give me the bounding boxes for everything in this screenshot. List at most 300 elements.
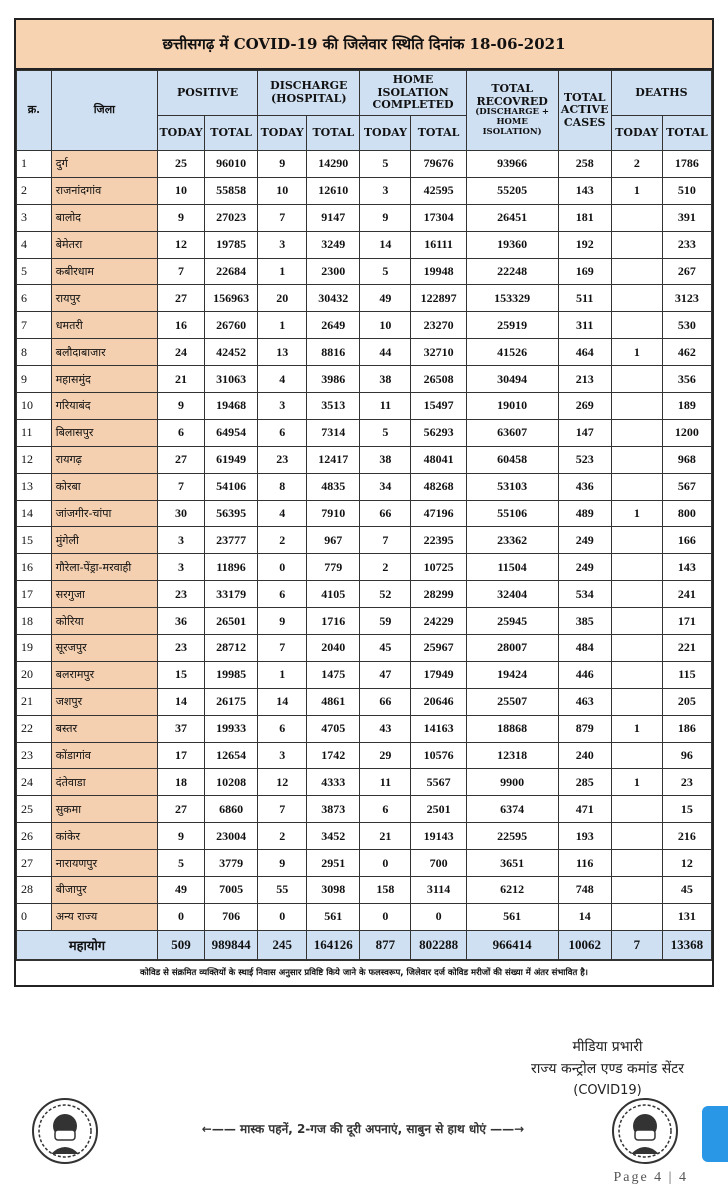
row-sno: 6 (17, 285, 52, 312)
row-active: 116 (558, 850, 611, 877)
row-hi-today: 0 (360, 903, 411, 930)
row-death-total: 3123 (662, 285, 711, 312)
row-hi-total: 5567 (411, 769, 466, 796)
table-row (17, 823, 712, 850)
row-recovered: 22248 (466, 258, 558, 285)
row-death-today (611, 742, 662, 769)
header-district: जिला (51, 71, 157, 151)
row-death-total: 530 (662, 312, 711, 339)
row-pos-total: 33179 (205, 581, 258, 608)
row-hi-today: 9 (360, 204, 411, 231)
row-sno: 8 (17, 339, 52, 366)
header-sno: क्र. (17, 71, 52, 151)
row-pos-total: 31063 (205, 366, 258, 393)
row-death-today: 2 (611, 151, 662, 178)
row-pos-total: 42452 (205, 339, 258, 366)
row-district: सूरजपुर (51, 635, 157, 662)
row-dis-total: 4105 (307, 581, 360, 608)
totals-hi-today: 877 (360, 930, 411, 959)
row-hi-total: 32710 (411, 339, 466, 366)
row-pos-today: 17 (158, 742, 205, 769)
row-active: 169 (558, 258, 611, 285)
row-death-today (611, 796, 662, 823)
row-dis-today: 2 (258, 823, 307, 850)
row-hi-today: 7 (360, 527, 411, 554)
row-pos-total: 7005 (205, 877, 258, 904)
row-death-total: 131 (662, 903, 711, 930)
table-row (17, 285, 712, 312)
row-pos-total: 19933 (205, 715, 258, 742)
signature-line-1: मीडिया प्रभारी (572, 1039, 643, 1055)
signature-line-2: राज्य कन्ट्रोल एण्ड कमांड सेंटर (531, 1061, 684, 1077)
row-pos-total: 6860 (205, 796, 258, 823)
row-district: गौरेला-पेंड्रा-मरवाही (51, 554, 157, 581)
row-pos-today: 37 (158, 715, 205, 742)
row-sno: 16 (17, 554, 52, 581)
row-recovered: 19424 (466, 661, 558, 688)
row-hi-total: 2501 (411, 796, 466, 823)
row-sno: 5 (17, 258, 52, 285)
row-hi-total: 122897 (411, 285, 466, 312)
row-dis-today: 12 (258, 769, 307, 796)
header-today: TODAY (360, 116, 411, 151)
row-sno: 21 (17, 688, 52, 715)
row-death-total: 968 (662, 446, 711, 473)
row-dis-total: 4705 (307, 715, 360, 742)
row-death-today (611, 850, 662, 877)
row-pos-today: 27 (158, 446, 205, 473)
row-hi-today: 38 (360, 366, 411, 393)
row-death-total: 216 (662, 823, 711, 850)
row-dis-total: 14290 (307, 151, 360, 178)
row-recovered: 32404 (466, 581, 558, 608)
row-district: रायपुर (51, 285, 157, 312)
row-death-total: 221 (662, 635, 711, 662)
row-hi-total: 48041 (411, 446, 466, 473)
row-recovered: 19360 (466, 231, 558, 258)
row-hi-today: 21 (360, 823, 411, 850)
row-dis-total: 2040 (307, 635, 360, 662)
table-row (17, 231, 712, 258)
totals-death-total: 13368 (662, 930, 711, 959)
face-mask-icon (612, 1098, 678, 1164)
header-discharge: DISCHARGE (HOSPITAL) (258, 71, 360, 116)
row-hi-today: 11 (360, 769, 411, 796)
footnote: कोविड से संक्रमित व्यक्तियों के स्थाई निवास अनुसार प्रविष्टि किये जाने के फलस्वरूप, जिलेवार दर्ज कोविड मरीजों की संख्या में अंतर संभावित है। (16, 960, 712, 985)
row-hi-today: 5 (360, 258, 411, 285)
row-death-today (611, 473, 662, 500)
row-pos-today: 36 (158, 608, 205, 635)
row-dis-today: 3 (258, 393, 307, 420)
row-pos-total: 23777 (205, 527, 258, 554)
row-active: 523 (558, 446, 611, 473)
row-pos-total: 96010 (205, 151, 258, 178)
report-title: छत्तीसगढ़ में COVID-19 की जिलेवार स्थिति दिनांक 18-06-2021 (16, 20, 712, 70)
row-hi-total: 24229 (411, 608, 466, 635)
table-row (17, 608, 712, 635)
row-death-total: 23 (662, 769, 711, 796)
row-district: बलौदाबाजार (51, 339, 157, 366)
row-dis-total: 4861 (307, 688, 360, 715)
row-sno: 18 (17, 608, 52, 635)
row-sno: 26 (17, 823, 52, 850)
table-row (17, 258, 712, 285)
table-row (17, 903, 712, 930)
row-sno: 23 (17, 742, 52, 769)
row-active: 181 (558, 204, 611, 231)
row-death-total: 567 (662, 473, 711, 500)
row-pos-total: 27023 (205, 204, 258, 231)
row-death-today (611, 527, 662, 554)
row-active: 436 (558, 473, 611, 500)
table-row (17, 581, 712, 608)
row-death-total: 462 (662, 339, 711, 366)
covid-report-sheet (14, 18, 714, 987)
row-sno: 15 (17, 527, 52, 554)
row-pos-total: 54106 (205, 473, 258, 500)
row-death-today: 1 (611, 339, 662, 366)
row-hi-total: 79676 (411, 151, 466, 178)
row-recovered: 6374 (466, 796, 558, 823)
row-sno: 2 (17, 177, 52, 204)
row-hi-today: 59 (360, 608, 411, 635)
row-recovered: 153329 (466, 285, 558, 312)
row-district: बीजापुर (51, 877, 157, 904)
row-death-today (611, 823, 662, 850)
row-death-today (611, 204, 662, 231)
row-active: 748 (558, 877, 611, 904)
row-sno: 0 (17, 903, 52, 930)
row-recovered: 561 (466, 903, 558, 930)
district-table (16, 70, 712, 960)
totals-hi-total: 802288 (411, 930, 466, 959)
row-active: 240 (558, 742, 611, 769)
row-dis-total: 3986 (307, 366, 360, 393)
row-active: 269 (558, 393, 611, 420)
totals-active: 10062 (558, 930, 611, 959)
row-recovered: 55205 (466, 177, 558, 204)
row-hi-total: 0 (411, 903, 466, 930)
row-recovered: 60458 (466, 446, 558, 473)
row-active: 258 (558, 151, 611, 178)
row-recovered: 63607 (466, 419, 558, 446)
row-sno: 11 (17, 419, 52, 446)
slogan-text: ←—— मास्क पहनें, 2-गज की दूरी अपनाएं, साबुन से हाथ धोएं ——→ (201, 1122, 525, 1136)
row-district: कोरबा (51, 473, 157, 500)
row-pos-total: 12654 (205, 742, 258, 769)
row-pos-total: 706 (205, 903, 258, 930)
row-pos-today: 30 (158, 500, 205, 527)
row-pos-today: 27 (158, 285, 205, 312)
row-pos-total: 19985 (205, 661, 258, 688)
row-sno: 10 (17, 393, 52, 420)
row-death-today (611, 554, 662, 581)
row-recovered: 18868 (466, 715, 558, 742)
row-death-total: 1200 (662, 419, 711, 446)
row-hi-total: 56293 (411, 419, 466, 446)
row-recovered: 93966 (466, 151, 558, 178)
row-hi-today: 38 (360, 446, 411, 473)
row-hi-today: 6 (360, 796, 411, 823)
row-death-total: 12 (662, 850, 711, 877)
row-sno: 17 (17, 581, 52, 608)
row-dis-today: 6 (258, 715, 307, 742)
row-death-total: 267 (662, 258, 711, 285)
edge-tab[interactable] (702, 1106, 728, 1162)
table-row (17, 769, 712, 796)
row-active: 489 (558, 500, 611, 527)
row-active: 192 (558, 231, 611, 258)
row-pos-today: 23 (158, 635, 205, 662)
table-row (17, 339, 712, 366)
row-hi-total: 20646 (411, 688, 466, 715)
row-active: 484 (558, 635, 611, 662)
row-death-today (611, 258, 662, 285)
totals-recovered: 966414 (466, 930, 558, 959)
header-total: TOTAL (205, 116, 258, 151)
row-recovered: 23362 (466, 527, 558, 554)
row-district: नारायणपुर (51, 850, 157, 877)
row-death-total: 241 (662, 581, 711, 608)
row-sno: 27 (17, 850, 52, 877)
row-hi-total: 48268 (411, 473, 466, 500)
row-recovered: 9900 (466, 769, 558, 796)
row-district: मुंगेली (51, 527, 157, 554)
row-dis-total: 967 (307, 527, 360, 554)
row-district: दंतेवाडा (51, 769, 157, 796)
row-pos-total: 28712 (205, 635, 258, 662)
row-sno: 4 (17, 231, 52, 258)
row-hi-today: 47 (360, 661, 411, 688)
row-dis-total: 3098 (307, 877, 360, 904)
row-dis-today: 23 (258, 446, 307, 473)
totals-dis-total: 164126 (307, 930, 360, 959)
row-dis-total: 3513 (307, 393, 360, 420)
row-death-today (611, 903, 662, 930)
row-dis-total: 7910 (307, 500, 360, 527)
row-active: 311 (558, 312, 611, 339)
row-pos-today: 12 (158, 231, 205, 258)
table-row (17, 715, 712, 742)
table-row (17, 661, 712, 688)
row-pos-today: 27 (158, 796, 205, 823)
row-pos-today: 23 (158, 581, 205, 608)
row-pos-total: 61949 (205, 446, 258, 473)
table-row (17, 151, 712, 178)
row-pos-total: 3779 (205, 850, 258, 877)
table-row (17, 635, 712, 662)
row-pos-today: 5 (158, 850, 205, 877)
row-death-today (611, 581, 662, 608)
row-pos-today: 15 (158, 661, 205, 688)
row-hi-today: 3 (360, 177, 411, 204)
row-pos-total: 26760 (205, 312, 258, 339)
totals-label: महायोग (17, 930, 158, 959)
row-dis-today: 7 (258, 635, 307, 662)
row-dis-today: 6 (258, 581, 307, 608)
row-active: 879 (558, 715, 611, 742)
row-sno: 25 (17, 796, 52, 823)
row-death-total: 15 (662, 796, 711, 823)
row-pos-total: 23004 (205, 823, 258, 850)
row-district: कांकेर (51, 823, 157, 850)
row-dis-total: 7314 (307, 419, 360, 446)
row-active: 14 (558, 903, 611, 930)
totals-death-today: 7 (611, 930, 662, 959)
row-hi-total: 26508 (411, 366, 466, 393)
row-death-today (611, 661, 662, 688)
row-dis-today: 1 (258, 312, 307, 339)
row-hi-today: 5 (360, 151, 411, 178)
row-dis-total: 2300 (307, 258, 360, 285)
row-death-total: 233 (662, 231, 711, 258)
row-pos-today: 49 (158, 877, 205, 904)
row-recovered: 19010 (466, 393, 558, 420)
table-row (17, 366, 712, 393)
row-pos-total: 19785 (205, 231, 258, 258)
row-hi-total: 47196 (411, 500, 466, 527)
row-sno: 7 (17, 312, 52, 339)
table-row (17, 877, 712, 904)
header-total: TOTAL (411, 116, 466, 151)
row-sno: 14 (17, 500, 52, 527)
row-active: 463 (558, 688, 611, 715)
row-district: कोंडागांव (51, 742, 157, 769)
totals-pos-today: 509 (158, 930, 205, 959)
row-active: 471 (558, 796, 611, 823)
row-sno: 9 (17, 366, 52, 393)
row-hi-today: 34 (360, 473, 411, 500)
row-sno: 22 (17, 715, 52, 742)
row-dis-total: 3873 (307, 796, 360, 823)
row-pos-total: 11896 (205, 554, 258, 581)
row-hi-today: 43 (360, 715, 411, 742)
row-death-total: 510 (662, 177, 711, 204)
row-dis-total: 1475 (307, 661, 360, 688)
row-pos-total: 26501 (205, 608, 258, 635)
row-dis-today: 9 (258, 850, 307, 877)
table-row (17, 473, 712, 500)
header-today: TODAY (258, 116, 307, 151)
row-hi-today: 14 (360, 231, 411, 258)
row-recovered: 41526 (466, 339, 558, 366)
header-deaths: DEATHS (611, 71, 711, 116)
row-district: बस्तर (51, 715, 157, 742)
row-death-total: 115 (662, 661, 711, 688)
header-total-recovered (466, 71, 558, 151)
row-recovered: 25507 (466, 688, 558, 715)
row-hi-today: 66 (360, 688, 411, 715)
row-dis-total: 1742 (307, 742, 360, 769)
table-body (17, 151, 712, 931)
row-pos-total: 22684 (205, 258, 258, 285)
table-row (17, 554, 712, 581)
row-active: 534 (558, 581, 611, 608)
row-dis-total: 4333 (307, 769, 360, 796)
row-district: अन्य राज्य (51, 903, 157, 930)
header-home-isolation: HOME ISOLATION COMPLETED (360, 71, 466, 116)
row-active: 511 (558, 285, 611, 312)
row-dis-total: 561 (307, 903, 360, 930)
row-district: कोरिया (51, 608, 157, 635)
row-dis-total: 779 (307, 554, 360, 581)
row-active: 249 (558, 554, 611, 581)
row-death-total: 1786 (662, 151, 711, 178)
row-hi-total: 16111 (411, 231, 466, 258)
row-death-total: 166 (662, 527, 711, 554)
row-hi-total: 25967 (411, 635, 466, 662)
row-district: सुकमा (51, 796, 157, 823)
signature-block (531, 1036, 684, 1102)
row-death-total: 205 (662, 688, 711, 715)
row-sno: 3 (17, 204, 52, 231)
table-row (17, 527, 712, 554)
row-district: धमतरी (51, 312, 157, 339)
header-total-recovered-label: TOTAL RECOVRED (476, 82, 548, 108)
table-row (17, 312, 712, 339)
face-mask-icon (32, 1098, 98, 1164)
row-dis-today: 2 (258, 527, 307, 554)
row-dis-today: 6 (258, 419, 307, 446)
row-pos-today: 0 (158, 903, 205, 930)
row-dis-total: 3452 (307, 823, 360, 850)
row-active: 446 (558, 661, 611, 688)
row-recovered: 6212 (466, 877, 558, 904)
row-death-today: 1 (611, 177, 662, 204)
row-recovered: 28007 (466, 635, 558, 662)
row-death-today (611, 608, 662, 635)
row-death-total: 171 (662, 608, 711, 635)
row-hi-today: 10 (360, 312, 411, 339)
row-recovered: 3651 (466, 850, 558, 877)
row-sno: 12 (17, 446, 52, 473)
row-pos-today: 21 (158, 366, 205, 393)
row-pos-total: 56395 (205, 500, 258, 527)
row-hi-total: 22395 (411, 527, 466, 554)
header-total-active: TOTAL ACTIVE CASES (558, 71, 611, 151)
row-dis-today: 1 (258, 258, 307, 285)
row-pos-today: 9 (158, 204, 205, 231)
row-active: 464 (558, 339, 611, 366)
row-hi-total: 15497 (411, 393, 466, 420)
row-pos-total: 156963 (205, 285, 258, 312)
totals-row (17, 930, 712, 959)
row-death-total: 356 (662, 366, 711, 393)
row-pos-today: 18 (158, 769, 205, 796)
row-dis-total: 12610 (307, 177, 360, 204)
row-active: 285 (558, 769, 611, 796)
row-dis-today: 1 (258, 661, 307, 688)
row-dis-today: 0 (258, 554, 307, 581)
row-death-today (611, 877, 662, 904)
row-sno: 1 (17, 151, 52, 178)
row-dis-total: 3249 (307, 231, 360, 258)
row-death-today (611, 366, 662, 393)
row-pos-today: 9 (158, 823, 205, 850)
row-dis-total: 2649 (307, 312, 360, 339)
row-pos-total: 64954 (205, 419, 258, 446)
row-pos-today: 14 (158, 688, 205, 715)
row-recovered: 53103 (466, 473, 558, 500)
row-dis-today: 3 (258, 231, 307, 258)
row-death-total: 45 (662, 877, 711, 904)
row-pos-today: 25 (158, 151, 205, 178)
row-dis-today: 13 (258, 339, 307, 366)
row-active: 193 (558, 823, 611, 850)
row-hi-total: 10576 (411, 742, 466, 769)
row-district: बिलासपुर (51, 419, 157, 446)
row-hi-today: 49 (360, 285, 411, 312)
